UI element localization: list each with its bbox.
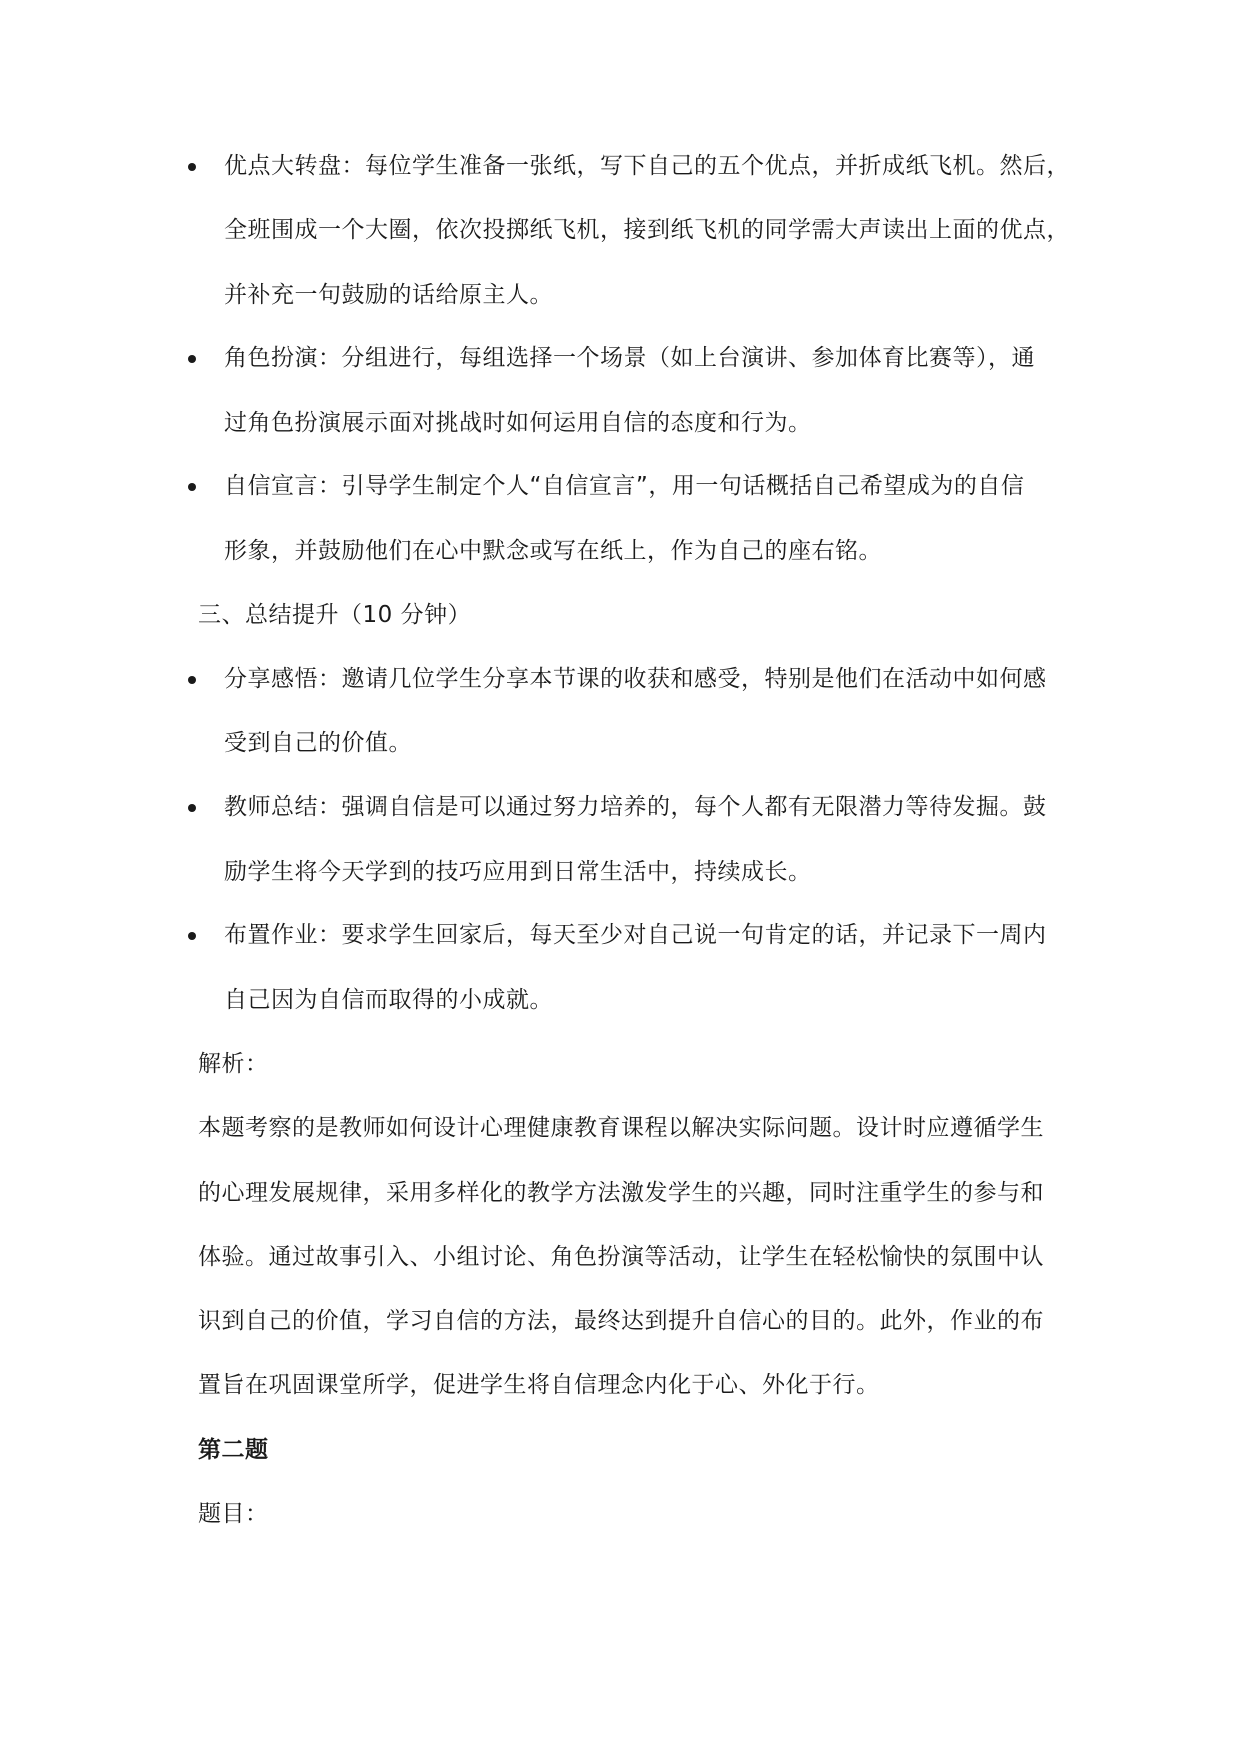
bullet-text-line: 角色扮演：分组进行，每组选择一个场景（如上台演讲、参加体育比赛等），通 <box>224 345 1035 371</box>
bullet-marker <box>188 932 196 940</box>
bullet-marker <box>188 483 196 491</box>
bullet-text-line: 形象，并鼓励他们在心中默念或写在纸上，作为自己的座右铭。 <box>224 538 882 564</box>
bullet-marker <box>188 355 196 363</box>
analysis-text-line: 置旨在巩固课堂所学，促进学生将自信理念内化于心、外化于行。 <box>198 1372 880 1398</box>
analysis-label: 解析： <box>198 1051 269 1077</box>
bullet-text-line: 全班围成一个大圈，依次投掷纸飞机，接到纸飞机的同学需大声读出上面的优点， <box>224 217 1070 243</box>
bullet-text-line: 过角色扮演展示面对挑战时如何运用自信的态度和行为。 <box>224 410 812 436</box>
bullet-marker <box>188 163 196 171</box>
bullet-text-line: 自己因为自信而取得的小成就。 <box>224 987 553 1013</box>
bullet-text-line: 并补充一句鼓励的话给原主人。 <box>224 282 553 308</box>
analysis-text-line: 体验。通过故事引入、小组讨论、角色扮演等活动，让学生在轻松愉快的氛围中认 <box>198 1244 1044 1270</box>
bullet-text-line: 励学生将今天学到的技巧应用到日常生活中，持续成长。 <box>224 859 812 885</box>
bullet-text-line: 教师总结：强调自信是可以通过努力培养的，每个人都有无限潜力等待发掘。鼓 <box>224 794 1047 820</box>
analysis-text-line: 本题考察的是教师如何设计心理健康教育课程以解决实际问题。设计时应遵循学生 <box>198 1115 1044 1141</box>
question-label: 题目： <box>198 1501 269 1527</box>
question-heading: 第二题 <box>198 1437 269 1463</box>
bullet-text-line: 自信宣言：引导学生制定个人“自信宣言”，用一句话概括自己希望成为的自信 <box>224 473 1025 499</box>
bullet-text-line: 受到自己的价值。 <box>224 730 412 756</box>
analysis-text-line: 识到自己的价值，学习自信的方法，最终达到提升自信心的目的。此外，作业的布 <box>198 1308 1044 1334</box>
bullet-marker <box>188 804 196 812</box>
bullet-text-line: 分享感悟：邀请几位学生分享本节课的收获和感受，特别是他们在活动中如何感 <box>224 666 1047 692</box>
analysis-text-line: 的心理发展规律，采用多样化的教学方法激发学生的兴趣，同时注重学生的参与和 <box>198 1180 1044 1206</box>
section-heading: 三、总结提升（10 分钟） <box>198 602 472 628</box>
bullet-text-line: 优点大转盘：每位学生准备一张纸，写下自己的五个优点，并折成纸飞机。然后， <box>224 153 1070 179</box>
bullet-text-line: 布置作业：要求学生回家后，每天至少对自己说一句肯定的话，并记录下一周内 <box>224 922 1047 948</box>
bullet-marker <box>188 676 196 684</box>
